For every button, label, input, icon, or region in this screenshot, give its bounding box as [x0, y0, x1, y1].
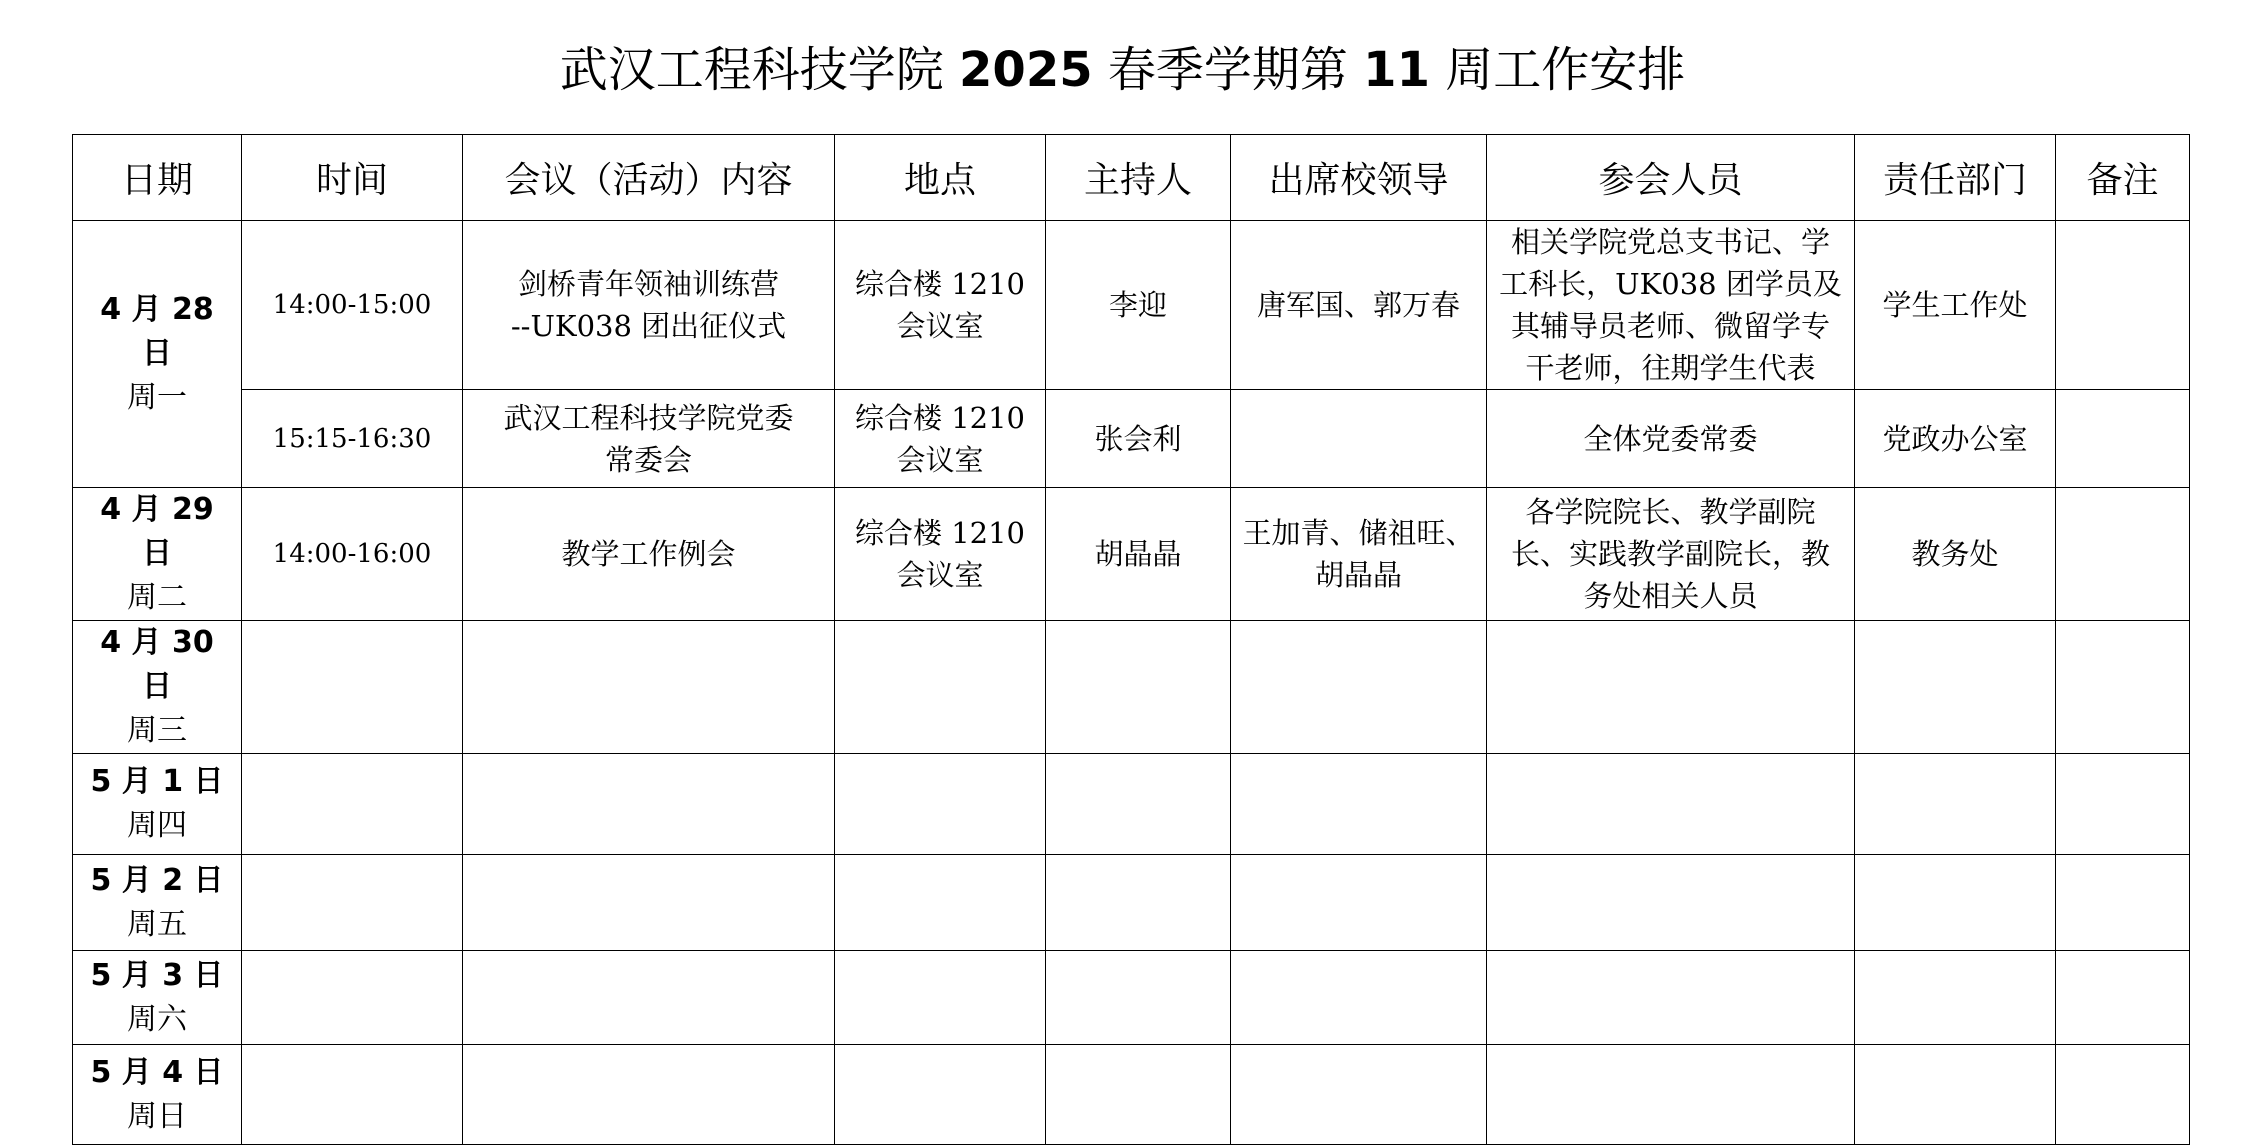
empty-cell [1855, 855, 2056, 951]
location-cell [835, 221, 1046, 390]
header-row [73, 135, 2190, 221]
location-cell-line: 会议室 [896, 309, 984, 343]
attendees-cell-line: 全体党委常委 [1583, 421, 1758, 456]
date-text: 5 月 3 日 [90, 957, 224, 993]
content-cell [463, 488, 835, 621]
header-location: 地点 [835, 135, 1046, 221]
table-row [73, 221, 2190, 390]
weekday-text: 周三 [127, 713, 187, 748]
empty-cell [2056, 754, 2190, 855]
date-text: 4 月 30 日 [100, 625, 214, 704]
empty-cell [835, 621, 1046, 754]
content-cell-line: 剑桥青年领袖训练营 [517, 267, 779, 301]
empty-cell [1231, 951, 1487, 1045]
time-cell: 14:00-15:00 [242, 221, 463, 390]
date-cell [73, 221, 242, 488]
empty-cell [1046, 855, 1231, 951]
empty-cell [835, 951, 1046, 1045]
table-row [73, 390, 2190, 488]
date-cell [73, 621, 242, 754]
attendees-cell [1487, 488, 1855, 621]
empty-cell [1855, 754, 2056, 855]
content-cell-line: 教学工作例会 [561, 537, 736, 571]
weekday-text: 周日 [127, 1098, 187, 1134]
empty-cell [2056, 1045, 2190, 1145]
date-text: 5 月 2 日 [90, 862, 224, 898]
title-week: 11 [1363, 42, 1430, 98]
table-row [73, 621, 2190, 754]
attendees-cell [1487, 390, 1855, 488]
empty-cell [1487, 855, 1855, 951]
leaders-cell-line: 唐军国、郭万春 [1256, 288, 1460, 322]
empty-cell [1046, 754, 1231, 855]
time-cell: 14:00-16:00 [242, 488, 463, 621]
empty-cell [463, 951, 835, 1045]
empty-cell [1231, 754, 1487, 855]
empty-cell [1231, 855, 1487, 951]
title-year: 2025 [959, 42, 1093, 98]
attendees-cell-line: 相关学院党总支书记、学 [1510, 225, 1830, 259]
department-cell: 学生工作处 [1855, 221, 2056, 390]
table-row [73, 488, 2190, 621]
empty-cell [242, 855, 463, 951]
empty-cell [242, 754, 463, 855]
content-cell [463, 390, 835, 488]
date-text: 4 月 29 日 [100, 492, 214, 571]
table-row [73, 754, 2190, 855]
empty-cell [1046, 1045, 1231, 1145]
date-text: 5 月 4 日 [90, 1054, 224, 1090]
empty-cell [242, 621, 463, 754]
empty-cell [1046, 951, 1231, 1045]
host-cell: 张会利 [1046, 390, 1231, 488]
date-cell [73, 488, 242, 621]
attendees-cell-line: 工科长，UK038 团学员及 [1499, 267, 1842, 301]
header-date: 日期 [73, 135, 242, 221]
content-cell-line: 常委会 [604, 442, 692, 477]
empty-cell [1855, 951, 2056, 1045]
header-department: 责任部门 [1855, 135, 2056, 221]
leaders-cell-line: 王加青、储祖旺、 [1242, 516, 1475, 550]
empty-cell [835, 1045, 1046, 1145]
attendees-cell [1487, 221, 1855, 390]
empty-cell [1487, 754, 1855, 855]
note-cell [2056, 488, 2190, 621]
empty-cell [1231, 621, 1487, 754]
weekday-text: 周一 [127, 380, 187, 415]
weekday-text: 周二 [127, 580, 187, 615]
empty-cell [463, 621, 835, 754]
leaders-cell [1231, 221, 1487, 390]
title-middle: 春季学期第 [1107, 42, 1348, 98]
schedule-table [72, 134, 2190, 1145]
attendees-cell-line: 长、实践教学副院长，教 [1510, 537, 1830, 571]
location-cell-line: 综合楼 1210 [854, 400, 1026, 435]
empty-cell [2056, 621, 2190, 754]
page-title [0, 38, 2245, 102]
location-cell-line: 综合楼 1210 [854, 516, 1026, 550]
leaders-cell-line: 胡晶晶 [1314, 558, 1402, 592]
host-cell: 胡晶晶 [1046, 488, 1231, 621]
location-cell [835, 488, 1046, 621]
empty-cell [1855, 621, 2056, 754]
weekday-text: 周五 [127, 906, 187, 942]
leaders-cell [1231, 390, 1487, 488]
location-cell-line: 会议室 [896, 442, 984, 477]
note-cell [2056, 390, 2190, 488]
header-content: 会议（活动）内容 [463, 135, 835, 221]
table-row [73, 951, 2190, 1045]
title-suffix: 周工作安排 [1445, 42, 1686, 98]
empty-cell [1487, 951, 1855, 1045]
location-cell [835, 390, 1046, 488]
location-cell-line: 综合楼 1210 [854, 267, 1026, 301]
empty-cell [463, 1045, 835, 1145]
content-cell [463, 221, 835, 390]
department-cell: 党政办公室 [1855, 390, 2056, 488]
empty-cell [1231, 1045, 1487, 1145]
time-cell: 15:15-16:30 [242, 390, 463, 488]
title-prefix: 武汉工程科技学院 [559, 42, 944, 98]
header-note: 备注 [2056, 135, 2190, 221]
attendees-cell-line: 务处相关人员 [1583, 579, 1758, 613]
empty-cell [1046, 621, 1231, 754]
date-cell [73, 754, 242, 855]
empty-cell [2056, 951, 2190, 1045]
date-text: 4 月 28 日 [100, 292, 214, 371]
attendees-cell-line: 干老师，往期学生代表 [1525, 351, 1816, 385]
header-leaders: 出席校领导 [1231, 135, 1487, 221]
empty-cell [835, 754, 1046, 855]
date-cell [73, 951, 242, 1045]
empty-cell [242, 951, 463, 1045]
attendees-cell-line: 其辅导员老师、微留学专 [1510, 309, 1830, 343]
empty-cell [2056, 855, 2190, 951]
header-attendees: 参会人员 [1487, 135, 1855, 221]
weekday-text: 周四 [127, 808, 187, 843]
date-cell [73, 855, 242, 951]
host-cell: 李迎 [1046, 221, 1231, 390]
leaders-cell [1231, 488, 1487, 621]
empty-cell [835, 855, 1046, 951]
empty-cell [1487, 1045, 1855, 1145]
empty-cell [1855, 1045, 2056, 1145]
empty-cell [463, 855, 835, 951]
empty-cell [242, 1045, 463, 1145]
empty-cell [463, 754, 835, 855]
attendees-cell-line: 各学院院长、教学副院 [1525, 495, 1816, 529]
note-cell [2056, 221, 2190, 390]
content-cell-line: --UK038 团出征仪式 [510, 309, 787, 343]
date-cell [73, 1045, 242, 1145]
location-cell-line: 会议室 [896, 558, 984, 592]
header-time: 时间 [242, 135, 463, 221]
department-cell: 教务处 [1855, 488, 2056, 621]
weekday-text: 周六 [127, 1001, 187, 1037]
content-cell-line: 武汉工程科技学院党委 [503, 400, 794, 435]
empty-cell [1487, 621, 1855, 754]
header-host: 主持人 [1046, 135, 1231, 221]
table-row [73, 1045, 2190, 1145]
schedule-body [73, 221, 2190, 1145]
date-text: 5 月 1 日 [90, 764, 224, 799]
table-row [73, 855, 2190, 951]
